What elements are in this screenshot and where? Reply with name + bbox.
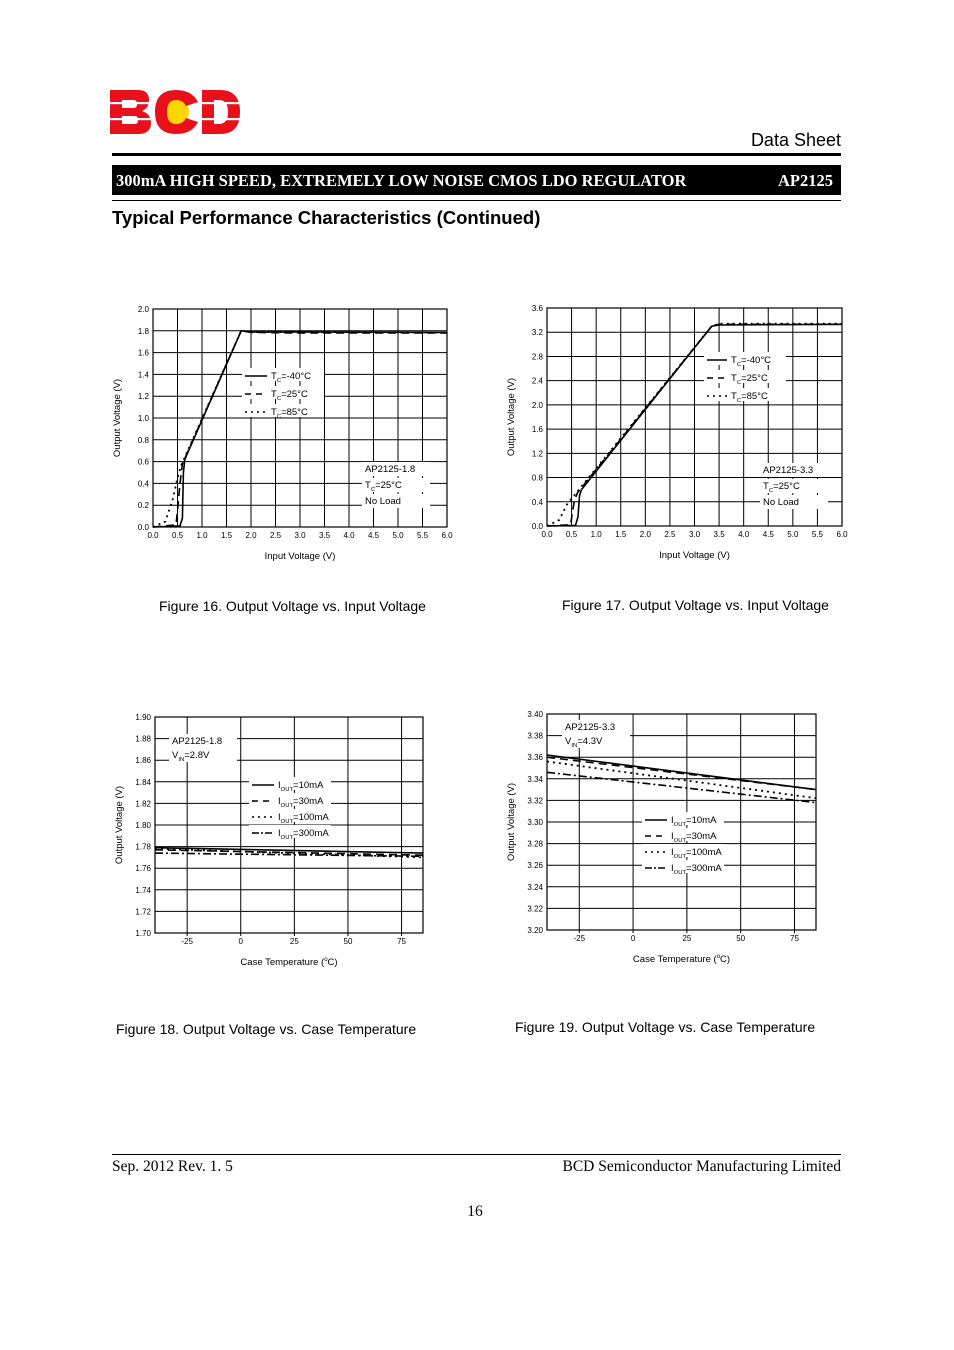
y-tick-label: 3.2 [531,328,543,338]
chart-fig18 [100,705,440,975]
x-tick-label: 3.5 [318,531,331,540]
x-tick-label: 1.0 [196,531,208,540]
annotation-text: AP2125-3.3 [763,465,814,476]
x-axis-label: Input Voltage (V) [264,551,336,562]
legend-entry: $I_{OUT}=100mA$ [671,847,722,860]
y-tick-label: 1.86 [135,756,151,766]
footer-company: BCD Semiconductor Manufacturing Limited [562,1158,841,1175]
footer-rule [112,1154,841,1155]
x-tick-label: -25 [573,934,586,943]
y-tick-label: 0.8 [137,435,149,445]
x-tick-label: 5.0 [392,531,404,540]
y-tick-label: 0.4 [137,479,149,489]
chart-fig16 [100,298,470,573]
y-tick-label: 0.4 [531,497,543,507]
bcd-logo [108,88,242,136]
x-tick-label: 5.0 [787,530,799,539]
x-tick-label: 25 [682,934,692,943]
annotation-text: AP2125-1.8 [172,736,223,747]
legend-entry: $T_C=25^\circ C$ [271,389,308,402]
figure-caption: Figure 18. Output Voltage vs. Case Temperature [116,1021,417,1037]
y-tick-label: 3.38 [527,731,543,741]
x-axis-label: Case Temperature ($^o$C) [240,957,338,968]
y-tick-label: 3.24 [527,882,543,892]
series-line [547,762,816,799]
x-tick-label: 1.5 [615,530,627,539]
footer-date-rev: Sep. 2012 Rev. 1. 5 [112,1158,233,1175]
legend-entry: $I_{OUT}=30mA$ [278,796,324,809]
y-tick-label: 0.0 [531,522,543,531]
x-tick-label: 50 [736,934,746,943]
title-banner [112,165,841,195]
chart-fig17 [495,298,865,573]
x-tick-label: 4.0 [738,530,750,539]
y-tick-label: 1.90 [135,713,151,722]
y-tick-label: 1.72 [135,907,151,917]
x-tick-label: 0.0 [541,530,553,539]
y-tick-label: 3.20 [527,926,543,935]
y-tick-label: 2.4 [531,376,543,386]
y-tick-label: 3.26 [527,861,543,871]
part-number: AP2125 [778,171,833,190]
legend-entry: $T_C=-40^\circ C$ [731,355,772,368]
y-tick-label: 3.40 [527,710,543,719]
x-tick-label: 4.0 [343,531,355,540]
x-tick-label: -25 [181,937,193,946]
annotation-text: No Load [365,496,401,507]
x-tick-label: 0 [630,934,636,943]
header-rule [112,153,841,156]
figure-caption: Figure 16. Output Voltage vs. Input Voltage [159,598,426,614]
y-tick-label: 3.6 [531,304,543,313]
y-tick-label: 1.2 [137,392,149,402]
series-line [547,772,816,802]
y-tick-label: 1.4 [137,370,149,380]
y-tick-label: 1.84 [135,777,151,787]
y-axis-label: Output Voltage (V) [114,785,125,865]
y-tick-label: 3.32 [527,796,543,806]
y-axis-label: Output Voltage (V) [506,377,517,457]
x-tick-label: 2.5 [269,531,282,540]
legend-entry: $I_{OUT}=100mA$ [278,812,329,825]
x-axis-label: Input Voltage (V) [659,550,730,561]
annotation-text: AP2125-1.8 [365,464,416,475]
y-axis-label: Output Voltage (V) [112,378,123,458]
x-axis-label: Case Temperature ($^o$C) [632,954,731,965]
y-tick-label: 1.70 [135,929,151,938]
x-tick-label: 6.0 [836,530,848,539]
y-tick-label: 2.8 [531,352,543,362]
y-axis-label: Output Voltage (V) [506,782,517,862]
y-tick-label: 3.28 [527,839,543,849]
series-line [547,755,816,790]
x-tick-label: 5.5 [811,530,823,539]
x-tick-label: 0.0 [147,531,159,540]
y-tick-label: 1.0 [137,414,149,423]
legend-entry: $T_C=85^\circ C$ [731,391,768,404]
x-tick-label: 3.0 [688,530,701,539]
y-tick-label: 0.8 [531,473,543,483]
x-tick-label: 0 [238,937,243,946]
annotation-text: No Load [763,497,799,508]
y-tick-label: 1.8 [137,326,149,336]
legend-entry: $I_{OUT}=10mA$ [278,780,324,793]
y-tick-label: 1.76 [135,864,151,874]
legend-entry: $T_C=25^\circ C$ [731,373,768,386]
y-tick-label: 0.6 [137,457,149,467]
doc-type: Data Sheet [750,130,841,150]
legend-entry: $I_{OUT}=300mA$ [278,828,329,841]
x-tick-label: 0.5 [566,530,578,539]
legend-entry: $T_C=85^\circ C$ [271,407,308,420]
y-tick-label: 1.82 [135,799,151,809]
x-tick-label: 75 [790,934,799,943]
legend-entry: $I_{OUT}=300mA$ [671,863,722,876]
legend-entry: $I_{OUT}=30mA$ [671,831,717,844]
x-tick-label: 2.0 [245,531,257,540]
banner-title: 300mA HIGH SPEED, EXTREMELY LOW NOISE CMOS LDO REGULATOR [116,171,687,190]
x-tick-label: 4.5 [762,530,774,539]
y-tick-label: 1.78 [135,842,151,852]
page-number: 16 [467,1203,483,1220]
x-tick-label: 0.5 [171,531,184,540]
annotation-text: $T_C=25^\circ C$ [763,481,800,494]
x-tick-label: 75 [397,937,407,946]
x-tick-label: 1.0 [590,530,602,539]
y-tick-label: 2.0 [531,400,543,410]
y-tick-label: 1.6 [137,348,149,358]
y-tick-label: 1.88 [135,734,151,744]
x-tick-label: 2.5 [664,530,676,539]
x-tick-label: 5.5 [416,531,429,540]
figure-caption: Figure 19. Output Voltage vs. Case Temperature [515,1019,816,1035]
legend-entry: $T_C=-40^\circ C$ [271,371,312,384]
y-tick-label: 1.6 [531,425,543,435]
x-tick-label: 25 [289,937,299,946]
x-tick-label: 3.5 [713,530,725,539]
y-tick-label: 3.36 [527,753,543,763]
annotation-text: $V_{IN}=2.8V$ [172,750,210,763]
y-tick-label: 0.2 [137,501,149,511]
legend-entry: $I_{OUT}=10mA$ [671,815,717,828]
y-tick-label: 2.0 [137,305,149,314]
chart-fig19 [495,702,835,972]
x-tick-label: 3.0 [294,531,306,540]
y-tick-label: 3.34 [527,774,543,784]
x-tick-label: 4.5 [367,531,380,540]
y-tick-label: 1.74 [135,885,151,895]
section-title: Typical Performance Characteristics (Continued) [112,207,541,228]
y-tick-label: 3.30 [527,818,543,827]
y-tick-label: 1.80 [135,821,151,830]
annotation-text: $V_{IN}=4.3V$ [565,736,603,749]
banner-rule [112,200,841,201]
x-tick-label: 2.0 [639,530,651,539]
y-tick-label: 0.0 [137,523,149,532]
y-tick-label: 1.2 [531,449,543,459]
annotation-text: AP2125-3.3 [565,722,616,733]
x-tick-label: 50 [343,937,353,946]
x-tick-label: 1.5 [220,531,233,540]
y-tick-label: 3.22 [527,904,543,914]
x-tick-label: 6.0 [441,531,453,540]
figure-caption: Figure 17. Output Voltage vs. Input Voltage [562,597,829,613]
annotation-text: $T_C=25^\circ C$ [365,480,402,493]
